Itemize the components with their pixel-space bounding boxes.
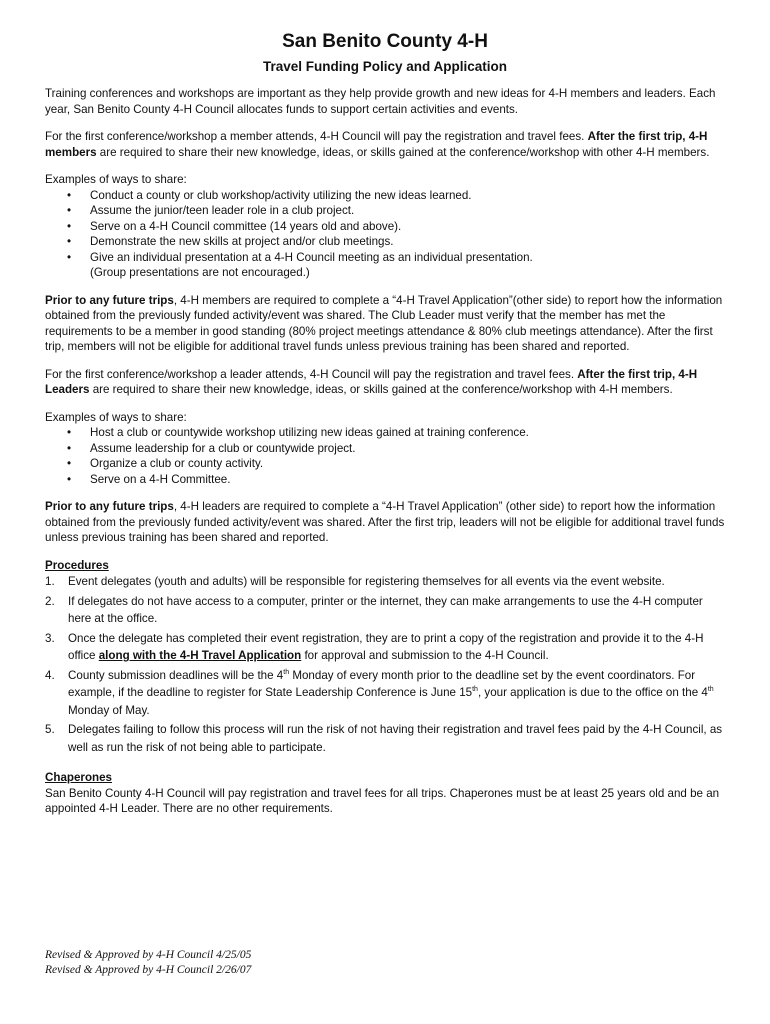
revision-line: Revised & Approved by 4-H Council 4/25/05 [45,949,252,961]
member-examples-list [45,188,725,266]
bullet-icon: • [67,219,72,233]
bullet-icon: • [67,441,72,455]
list-item: • Serve on a 4-H Committee. [67,472,231,486]
procedure-item: 4. County submission deadlines will be the 4th Monday of every month prior to the deadline set by the event coordinators. For example, if the deadline to register for State Leadership Conference is June 15th, your application is due to the office on the 4th Monday of May. [45,668,714,717]
member-first-rest: are required to share their new knowledge, ideas, or skills gained at the conference/workshop with other 4-H members. [96,145,710,159]
document-title: San Benito County 4-H [282,31,488,52]
member-first-paragraph [45,129,725,160]
member-prior-rest: , 4-H members are required to complete a “4-H Travel Application”(other side) to report how the information obtained from the previously funded activity/event was shared. The Club Leader must verify that the member has met the requirements to be a member in good standing (80% project meetings attendance & 80% club meetings attendance). After the first trip, members will not be eligible for additional travel funds unless previous training has been shared and reported. [45,293,723,353]
leader-examples-label: Examples of ways to share: [45,410,187,424]
member-prior-bold: Prior to any future trips [45,293,174,307]
bullet-icon: • [67,204,72,217]
bullet-icon: • [67,457,72,470]
procedures-heading: Procedures [45,558,109,572]
leader-first-text: For the first conference/workshop a leader attends, 4-H Council will pay the registration and travel fees. [45,367,578,381]
member-first-bold: After the first trip, 4-H members [45,130,708,159]
procedure-item: 5. Delegates failing to follow this process will run the risk of not having their registration and travel fees paid by the 4-H Council, as well as run the risk of not being able to participate. [45,723,723,754]
member-examples-label: Examples of ways to share: [45,173,187,186]
leader-prior-rest: , 4-H leaders are required to complete a “4-H Travel Application” (other side) to report how the information obtained from the previously funded activity/event was shared. After the first trip, leaders will not be eligible for additional travel funds unless previous training has been shared and reported. [45,500,725,544]
list-item: • Give an individual presentation at a 4-H Council meeting as an individual presentation. [67,250,533,264]
list-item: • Assume the junior/teen leader role in a club project. [67,204,355,217]
bullet-icon: • [67,235,72,248]
leader-prior-bold: Prior to any future trips [45,500,174,513]
member-first-text: For the first conference/workshop a member attends, 4-H Council will pay the registration and travel fees. [45,130,588,143]
revision-line: Revised & Approved by 4-H Council 2/26/07 [45,964,252,976]
leader-examples-list [45,425,725,487]
intro-paragraph: Training conferences and workshops are important as they help provide growth and new ideas for 4-H members and leaders. Each year, San Benito County 4-H Council allocates funds to support certain activities and events. [45,87,716,116]
list-item: • Conduct a county or club workshop/activity utilizing the new ideas learned. [67,188,472,202]
procedure-item: 2. If delegates do not have access to a computer, printer or the internet, they can make arrangements to use the 4-H computer here at the office. [45,594,703,625]
bullet-icon: • [67,250,72,264]
leader-first-paragraph [45,367,725,398]
procedures-list [45,573,725,756]
document-page [45,30,725,829]
chaperones-heading: Chaperones [45,771,113,784]
member-examples-note: (Group presentations are not encouraged.) [90,266,310,279]
list-item: • Organize a club or county activity. [67,457,264,470]
leader-first-bold: After the first trip, 4-H Leaders [45,367,698,396]
procedure-item: 1. Event delegates (youth and adults) will be responsible for registering themselves for all events via the event website. [45,575,665,588]
member-prior-paragraph [45,293,725,355]
bullet-icon: • [67,188,72,202]
bullet-icon: • [67,426,72,439]
list-item: • Demonstrate the new skills at project and/or club meetings. [67,235,394,248]
travel-application-emphasis: along with the 4-H Travel Application [98,649,302,662]
document-subtitle: Travel Funding Policy and Application [262,59,508,74]
leader-first-rest: are required to share their new knowledge, ideas, or skills gained at the conference/workshop with 4-H members. [89,383,673,396]
procedure-item: 3. Once the delegate has completed their event registration, they are to print a copy of the registration and provide it to the 4-H office along with the 4-H Travel Application for approval and submission to the 4-H Council. [45,631,704,662]
revision-footer [45,948,251,978]
list-item: • Assume leadership for a club or countywide project. [67,441,356,455]
chaperones-paragraph: San Benito County 4-H Council will pay registration and travel fees for all trips. Chaperones must be at least 25 years old and be an appointed 4-H Leader. There are no other requirements. [45,786,720,815]
leader-prior-paragraph [45,499,725,546]
list-item: • Serve on a 4-H Council committee (14 years old and above). [67,219,402,233]
list-item: • Host a club or countywide workshop utilizing new ideas gained at training conference. [67,426,529,439]
bullet-icon: • [67,472,72,486]
